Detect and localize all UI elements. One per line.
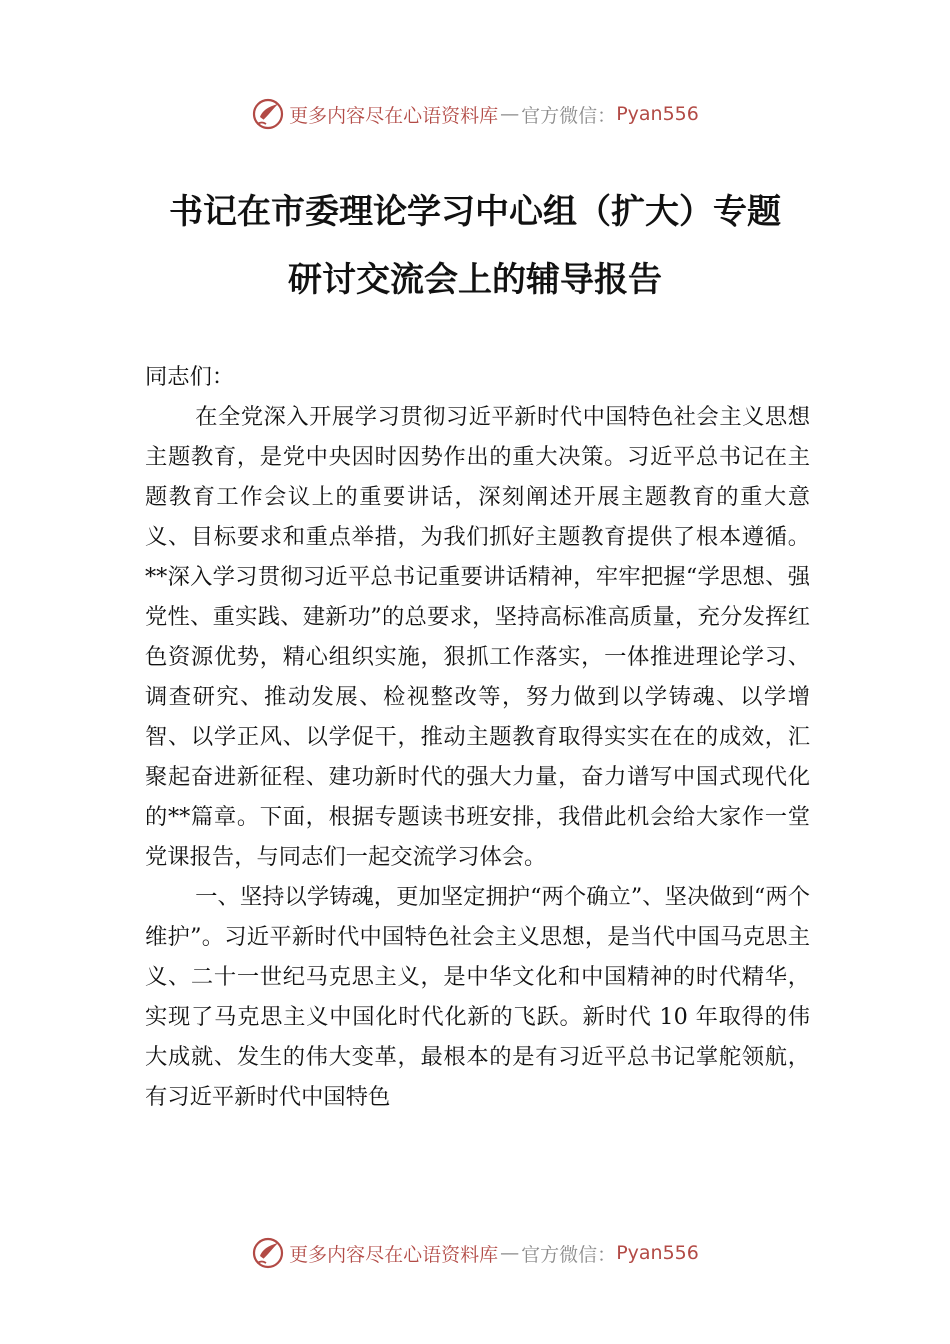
watermark-text: 更多内容尽在心语资料库 <box>289 1243 499 1266</box>
watermark-separator: — <box>500 1242 520 1264</box>
watermark-wechat-id: Pyan556 <box>616 103 699 125</box>
document-body <box>145 357 810 1117</box>
paragraph-section-one: 一、坚持以学铸魂，更加坚定拥护“两个确立”、坚决做到“两个维护”。习近平新时代中国特色社会主义思想，是当代中国马克思主义、二十一世纪马克思主义，是中华文化和中国精神的时代精华，实现了马克思主义中国化时代化新的飞跃。新时代 10 年取得的伟大成就、发生的伟大变革，最根本的是有习近平总书记掌舵领航，有习近平新时代中国特色 <box>145 884 810 1110</box>
header-watermark <box>0 97 950 131</box>
brand-logo-icon <box>251 97 285 131</box>
watermark-separator: — <box>500 103 520 125</box>
watermark-text: 更多内容尽在心语资料库 <box>289 104 499 127</box>
footer-watermark <box>0 1236 950 1270</box>
watermark-wechat-id: Pyan556 <box>616 1242 699 1264</box>
watermark-wechat-label: 官方微信： <box>521 104 617 127</box>
title-line-1: 书记在市委理论学习中心组（扩大）专题 <box>169 192 781 232</box>
brand-logo-icon <box>251 1236 285 1270</box>
title-line-2: 研讨交流会上的辅导报告 <box>288 260 662 300</box>
greeting: 同志们： <box>145 364 235 390</box>
watermark-wechat-label: 官方微信： <box>521 1243 617 1266</box>
document-title <box>0 178 950 314</box>
paragraph-intro: 在全党深入开展学习贯彻习近平新时代中国特色社会主义思想主题教育，是党中央因时因势作出的重大决策。习近平总书记在主题教育工作会议上的重要讲话，深刻阐述开展主题教育的重大意义、目标要求和重点举措，为我们抓好主题教育提供了根本遵循。**深入学习贯彻习近平总书记重要讲话精神，牢牢把握“学思想、强党性、重实践、建新功”的总要求，坚持高标准高质量，充分发挥红色资源优势，精心组织实施，狠抓工作落实，一体推进理论学习、调查研究、推动发展、检视整改等，努力做到以学铸魂、以学增智、以学正风、以学促干，推动主题教育取得实实在在的成效，汇聚起奋进新征程、建功新时代的强大力量，奋力谱写中国式现代化的**篇章。下面，根据专题读书班安排，我借此机会给大家作一堂党课报告，与同志们一起交流学习体会。 <box>145 404 810 870</box>
